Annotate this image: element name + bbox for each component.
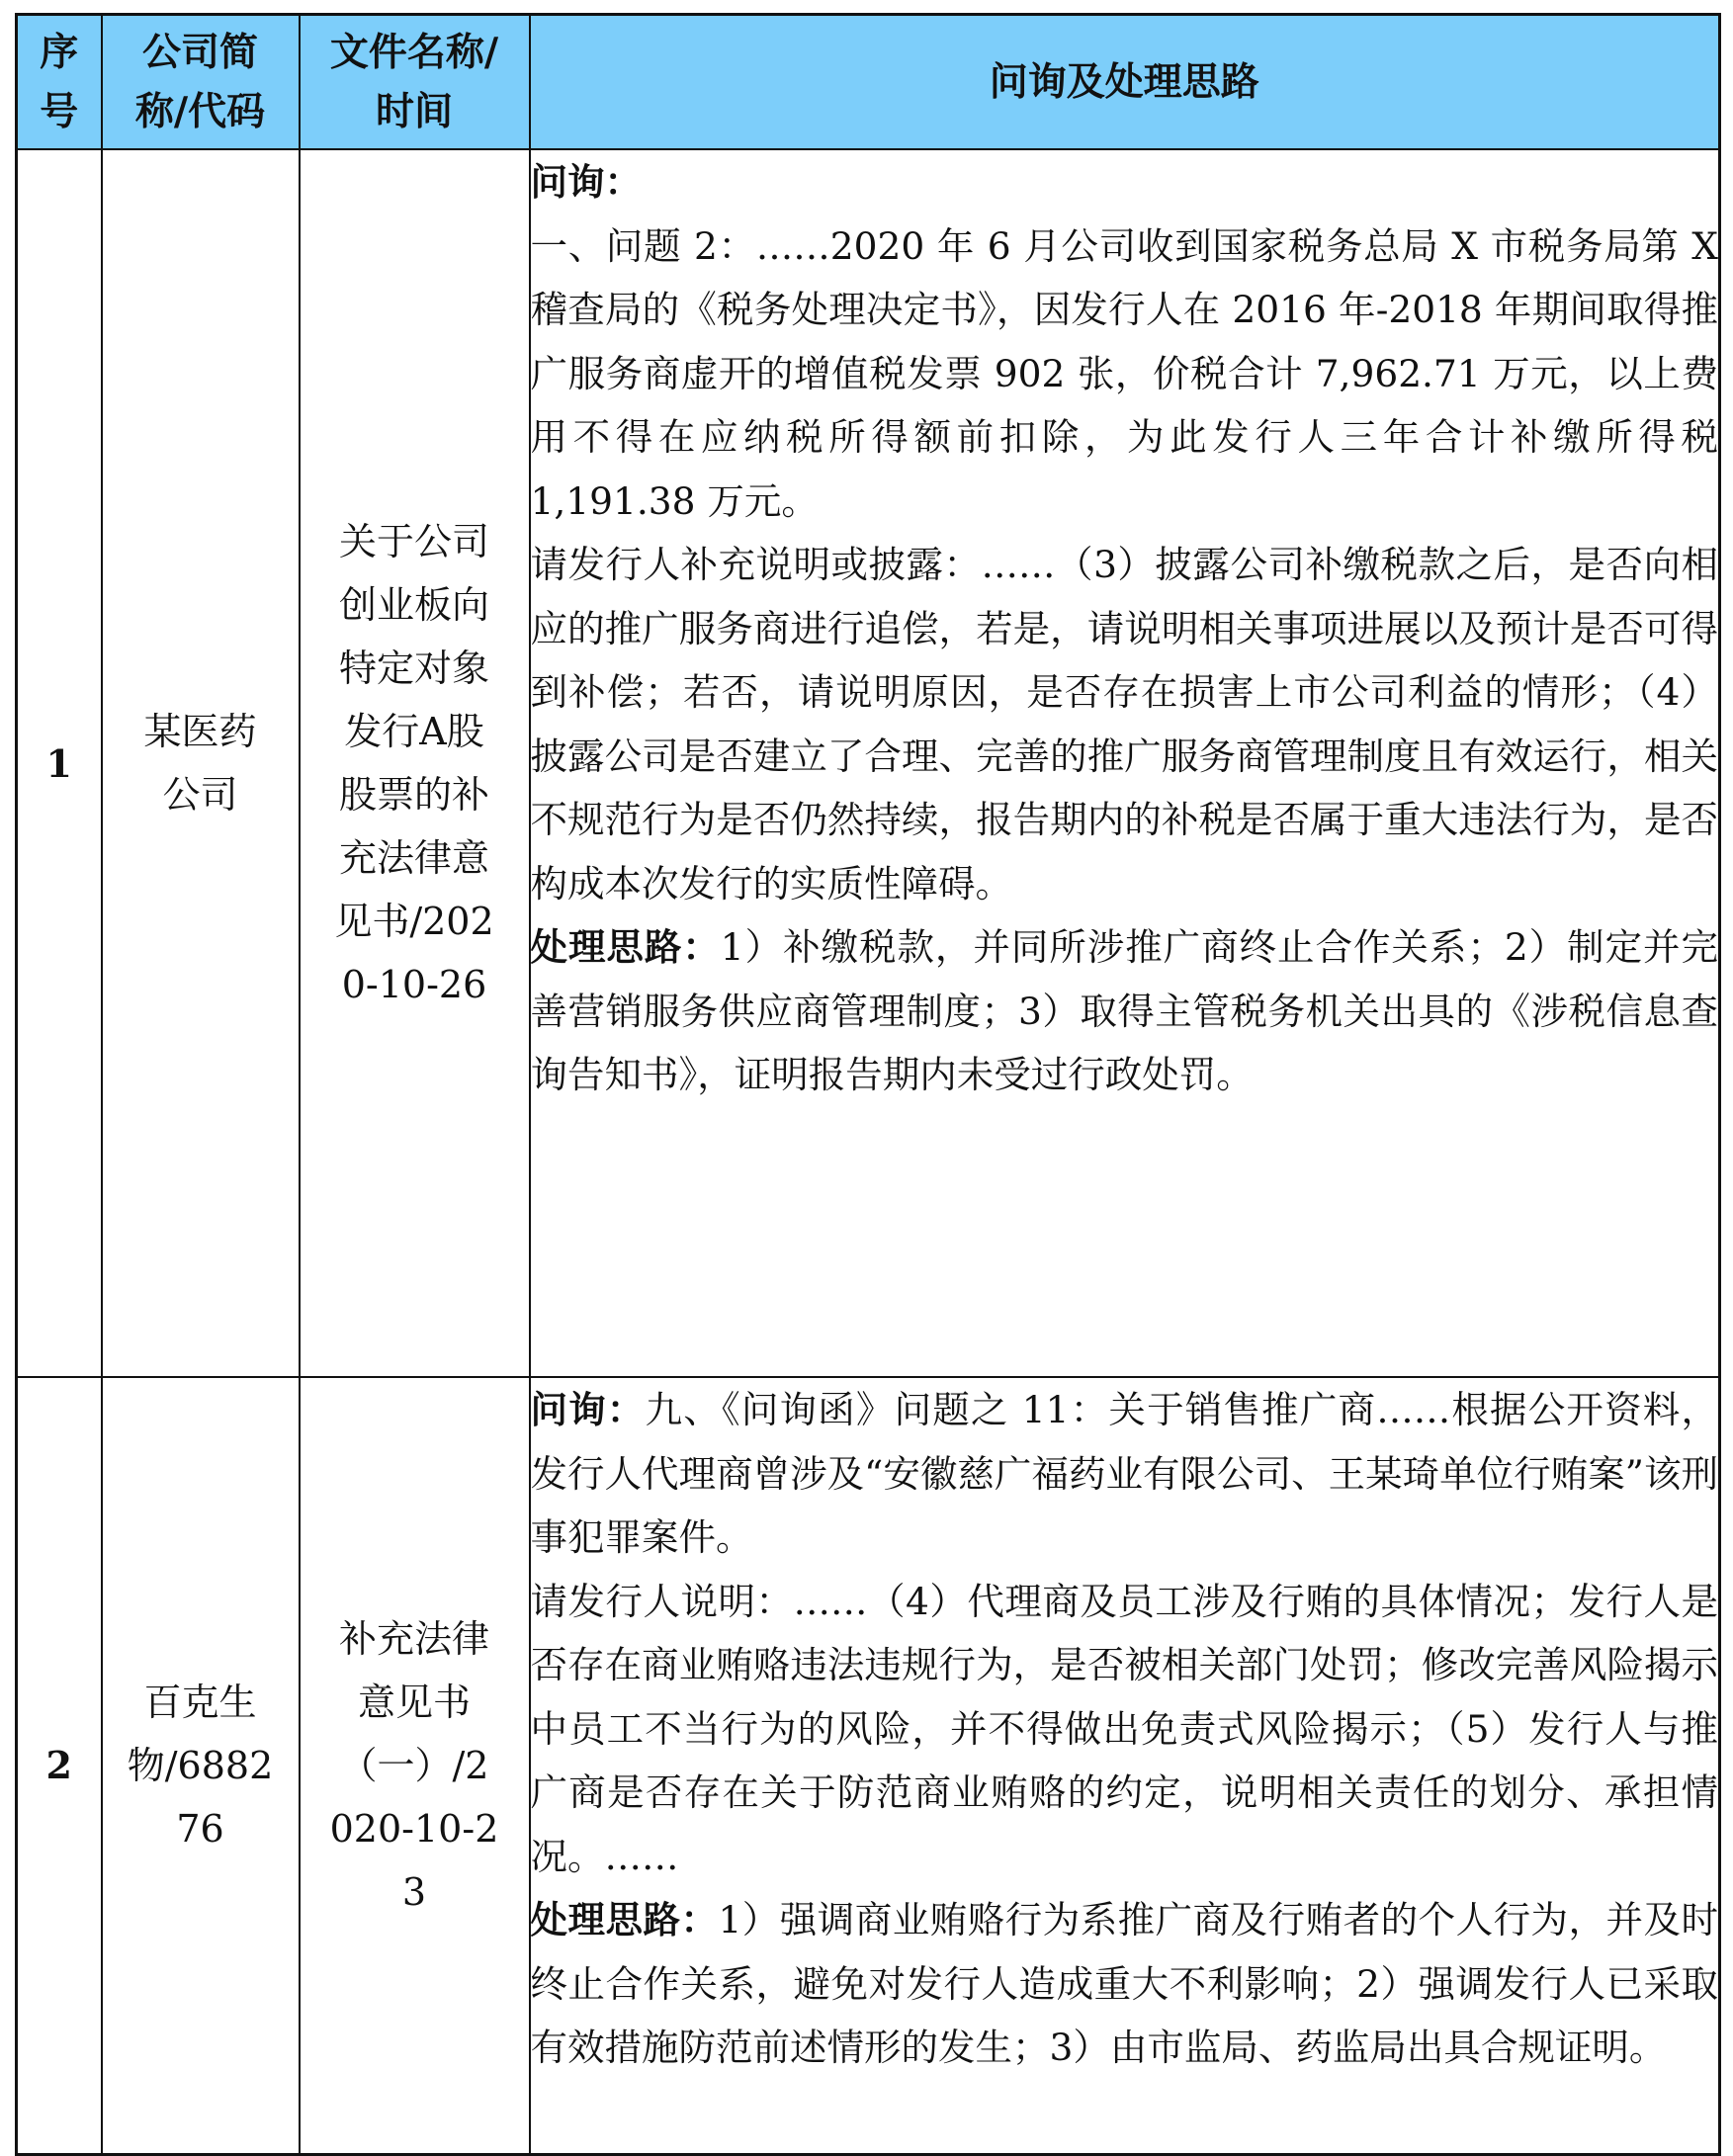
inquiry-text: 九、《问询函》问题之 11：关于销售推广商……根据公开资料，发行人代理商曾涉及“安徽慈广福药业有限公司、王某琦单位行贿案”该刑事犯罪案件。 xyxy=(530,1388,1718,1559)
inquiry-content xyxy=(530,1377,1720,2154)
request-text: 请发行人说明：……（4）代理商及员工涉及行贿的具体情况；发行人是否存在商业贿赂违法违规行为，是否被相关部门处罚；修改完善风险揭示中员工不当行为的风险，并不得做出免责式风险揭示；（5）发行人与推广商是否存在关于防范商业贿赂的约定，说明相关责任的划分、承担情况。…… xyxy=(530,1579,1718,1878)
table-row xyxy=(17,1377,1720,2154)
file-name: 关于公司创业板向特定对象发行A股股票的补充法律意见书/2020-10-26 xyxy=(300,149,530,1377)
approach-label: 处理思路： xyxy=(530,925,721,969)
inquiry-table xyxy=(15,13,1721,2156)
inquiry-label: 问询： xyxy=(530,160,642,204)
approach-label: 处理思路： xyxy=(530,1898,719,1941)
company-name: 百克生物/688276 xyxy=(102,1377,300,2154)
approach-text: 1）补缴税款，并同所涉推广商终止合作关系；2）制定并完善营销服务供应商管理制度；3）取得主管税务机关出具的《涉税信息查询告知书》，证明报告期内未受过行政处罚。 xyxy=(530,925,1718,1096)
row-number: 1 xyxy=(17,149,102,1377)
header-no: 序号 xyxy=(17,15,102,150)
company-name: 某医药公司 xyxy=(102,149,300,1377)
row-number: 2 xyxy=(17,1377,102,2154)
approach-text: 1）强调商业贿赂行为系推广商及行贿者的个人行为，并及时终止合作关系，避免对发行人造成重大不利影响；2）强调发行人已采取有效措施防范前述情形的发生；3）由市监局、药监局出具合规证明。 xyxy=(530,1898,1719,2069)
inquiry-text: 一、问题 2：……2020 年 6 月公司收到国家税务总局 X 市税务局第 X 稽查局的《税务处理决定书》，因发行人在 2016 年-2018 年期间取得推广服务商虚开的增值税发票 902 张，价税合计 7,962.71 万元，以上费用不得在应纳税所得额前扣除，为此发行人三年合计补缴所得税 1,191.38 万元。 xyxy=(530,223,1718,523)
header-row xyxy=(17,15,1720,150)
header-content: 问询及处理思路 xyxy=(530,15,1720,150)
request-text: 请发行人补充说明或披露：……（3）披露公司补缴税款之后，是否向相应的推广服务商进行追偿，若是，请说明相关事项进展以及预计是否可得到补偿；若否，请说明原因，是否存在损害上市公司利益的情形；（4）披露公司是否建立了合理、完善的推广服务商管理制度且有效运行，相关不规范行为是否仍然持续，报告期内的补税是否属于重大违法行为，是否构成本次发行的实质性障碍。 xyxy=(530,543,1718,906)
inquiry-label: 问询： xyxy=(530,1388,646,1431)
header-company: 公司简称/代码 xyxy=(102,15,300,150)
table-row xyxy=(17,149,1720,1377)
file-name: 补充法律意见书（一）/2020-10-23 xyxy=(300,1377,530,2154)
header-file: 文件名称/时间 xyxy=(300,15,530,150)
inquiry-content xyxy=(530,149,1720,1377)
